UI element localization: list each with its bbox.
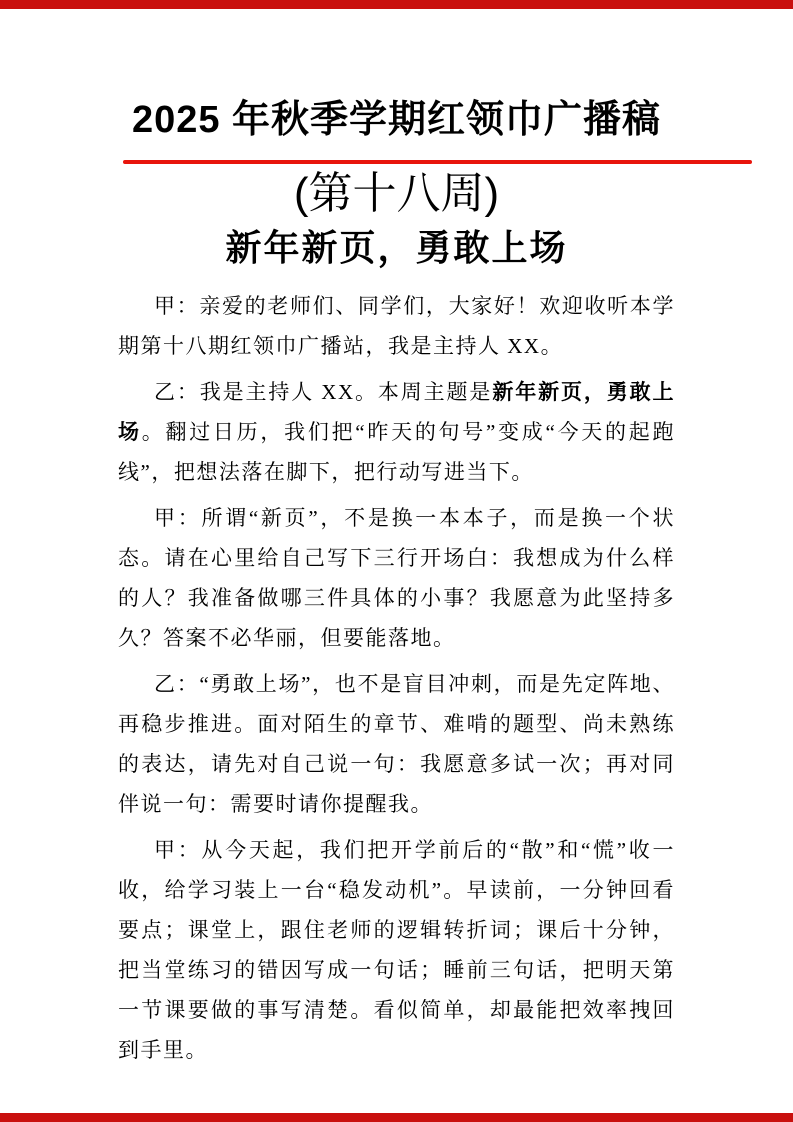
paragraph-text: 乙：“勇敢上场”，也不是盲目冲刺，而是先定阵地、再稳步推进。面对陌生的章节、难啃的题型、尚未熟练的表达，请先对自己说一句：我愿意多试一次；再对同伴说一句：需要时请你提醒我。	[118, 672, 675, 816]
dialogue-paragraph-1	[118, 286, 675, 366]
dialogue-body	[118, 286, 675, 1070]
paragraph-text: 甲：亲爱的老师们、同学们，大家好！欢迎收听本学期第十八期红领巾广播站，我是主持人 XX。	[118, 294, 675, 358]
paragraph-text: 甲：从今天起，我们把开学前后的“散”和“慌”收一收，给学习装上一台“稳发动机”。早读前，一分钟回看要点；课堂上，跟住老师的逻辑转折词；课后十分钟，把当堂练习的错因写成一句话；睡前三句话，把明天第一节课要做的事写清楚。看似简单，却最能把效率拽回到手里。	[118, 838, 675, 1062]
document-title: 2025 年秋季学期红领巾广播稿	[131, 99, 662, 141]
dialogue-paragraph-4	[118, 664, 675, 824]
paragraph-bold-theme-text: 新年新页，勇敢上场	[118, 380, 675, 444]
top-red-bar	[0, 0, 793, 9]
document-content	[0, 94, 793, 1070]
dialogue-paragraph-5	[118, 830, 675, 1070]
document-theme-heading: 新年新页，勇敢上场	[225, 228, 568, 268]
dialogue-paragraph-3	[118, 498, 675, 658]
bottom-red-bar	[0, 1113, 793, 1122]
document-week-subtitle: (第十八周)	[293, 169, 500, 218]
dialogue-paragraph-2	[118, 372, 675, 492]
paragraph-text: 甲：所谓“新页”，不是换一本本子，而是换一个状态。请在心里给自己写下三行开场白：我想成为什么样的人？我准备做哪三件具体的小事？我愿意为此坚持多久？答案不必华丽，但要能落地。	[118, 506, 675, 650]
paragraph-text: 。翻过日历，我们把“昨天的句号”变成“今天的起跑线”，把想法落在脚下，把行动写进当下。	[118, 420, 675, 484]
paragraph-text: 乙：我是主持人 XX。本周主题是	[154, 380, 493, 404]
